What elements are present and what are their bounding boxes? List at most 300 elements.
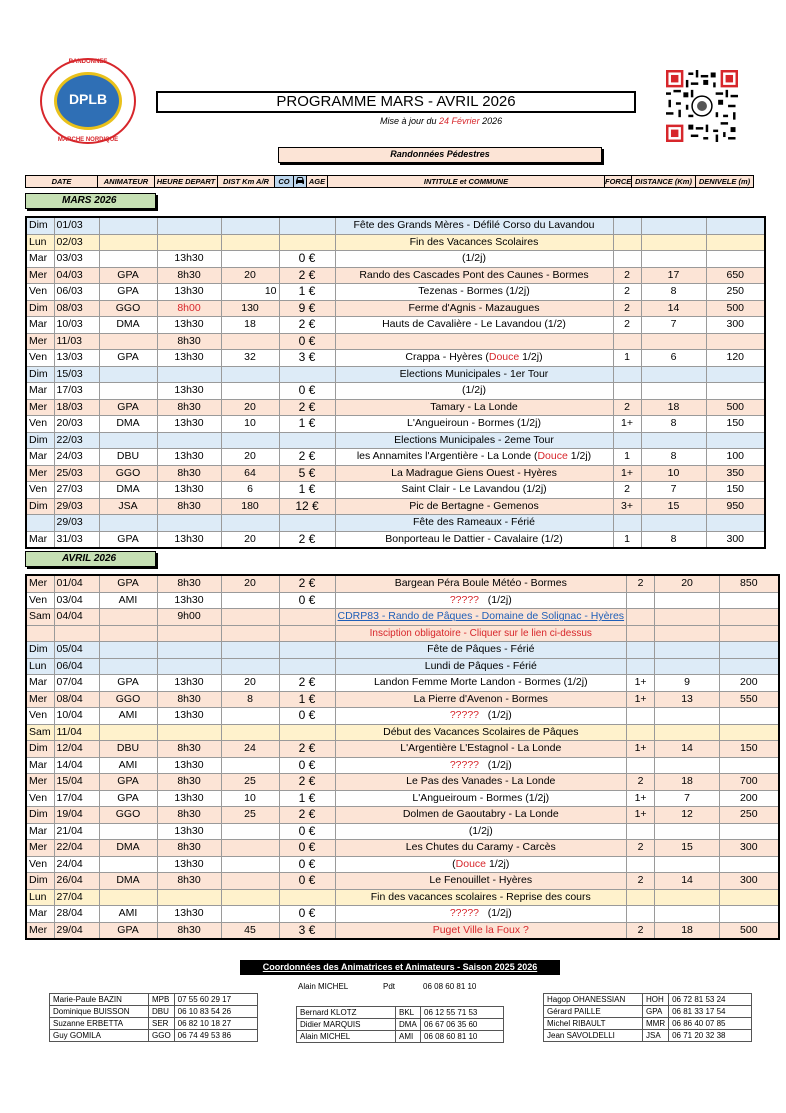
contacts-right [543, 993, 752, 1042]
row-intitule-text: Lundi de Pâques - Férié [424, 659, 537, 672]
row-heure: 13h30 [157, 675, 221, 692]
row-distance-ar: 20 [221, 449, 279, 466]
row-force [613, 366, 641, 383]
row-intitule-text: Pic de Bertagne - Gemenos [409, 499, 539, 512]
row-distance-ar [221, 642, 279, 659]
row-distance-ar: 20 [221, 531, 279, 548]
row-intitule-text: Saint Clair - Le Lavandou (1/2j) [401, 483, 547, 496]
header-animateur: ANIMATEUR [97, 175, 155, 188]
row-animateur [99, 432, 157, 449]
row-heure [157, 658, 221, 675]
row-intitule-highlight: Douce [488, 351, 520, 364]
contact-code: GGO [149, 1030, 175, 1042]
row-intitule [335, 724, 627, 741]
row-force: 1 [613, 531, 641, 548]
header-age: AGE [306, 175, 328, 188]
row-price: 3 € [279, 922, 335, 939]
row-price: 0 € [279, 873, 335, 890]
contact-name: Gérard PAILLE [544, 1006, 643, 1018]
row-force: 2 [613, 399, 641, 416]
contact-row [544, 994, 752, 1006]
row-force [627, 708, 655, 725]
row-animateur: GPA [99, 790, 157, 807]
row-intitule [335, 840, 627, 857]
row-denivele [720, 642, 779, 659]
row-price: 1 € [279, 284, 335, 301]
row-denivele [706, 217, 765, 234]
row-heure: 8h30 [157, 498, 221, 515]
row-distance-ar: 45 [221, 922, 279, 939]
table-row [26, 416, 765, 433]
row-intitule-text: Rando des Cascades Pont des Caunes - Bormes [359, 268, 589, 281]
row-intitule [335, 790, 627, 807]
row-force [627, 856, 655, 873]
row-distance-ar [221, 625, 279, 642]
president-role: Pdt [383, 982, 396, 991]
row-force: 2 [613, 267, 641, 284]
row-intitule-highlight: Douce [455, 857, 487, 870]
row-force: 1 [613, 449, 641, 466]
contact-phone: 06 10 83 54 26 [174, 1006, 257, 1018]
contact-phone: 06 82 10 18 27 [174, 1018, 257, 1030]
row-price: 5 € [279, 465, 335, 482]
row-intitule [335, 741, 627, 758]
row-distance-ar [221, 366, 279, 383]
row-distance-ar [221, 333, 279, 350]
row-intitule-text: Fin des vacances scolaires - Reprise des cours [370, 890, 591, 903]
row-price [279, 366, 335, 383]
contact-code: MMR [643, 1018, 669, 1030]
contact-phone: 06 74 49 53 86 [174, 1030, 257, 1042]
contact-row [50, 1006, 258, 1018]
row-intitule-highlight: Puget Ville la Foux ? [432, 923, 529, 936]
header-distance-ar: DIST Km A/R [217, 175, 275, 188]
row-animateur [99, 642, 157, 659]
row-intitule-text: (1/2j) [462, 252, 486, 265]
row-distance-km: 7 [641, 317, 706, 334]
row-denivele: 300 [720, 840, 779, 857]
table-header [25, 175, 761, 188]
row-intitule-text: Fête de Pâques - Férié [427, 643, 535, 656]
row-animateur [99, 724, 157, 741]
row-day: Mer [26, 691, 54, 708]
row-price: 2 € [279, 575, 335, 592]
row-denivele: 300 [706, 317, 765, 334]
row-heure: 8h30 [157, 575, 221, 592]
table-row [26, 642, 779, 659]
rando-link[interactable]: CDRP83 - Rando de Pâques - Domaine de Solignac - Hyères [337, 610, 625, 623]
row-distance-km [655, 592, 720, 609]
row-denivele [720, 609, 779, 626]
row-distance-ar: 32 [221, 350, 279, 367]
row-denivele [706, 515, 765, 532]
row-force: 2 [613, 300, 641, 317]
row-distance-km [641, 383, 706, 400]
row-denivele [706, 234, 765, 251]
row-intitule-text: Tezenas - Bormes (1/2j) [418, 285, 530, 298]
row-distance-km: 14 [655, 873, 720, 890]
row-distance-ar [221, 217, 279, 234]
row-distance-ar: 180 [221, 498, 279, 515]
row-distance-km: 8 [641, 284, 706, 301]
row-heure: 8h30 [157, 840, 221, 857]
row-heure [157, 724, 221, 741]
row-intitule [335, 317, 613, 334]
row-animateur: AMI [99, 757, 157, 774]
row-intitule [335, 757, 627, 774]
row-heure [157, 366, 221, 383]
row-distance-ar [221, 840, 279, 857]
row-intitule-text: Fête des Rameaux - Férié [413, 516, 535, 529]
table-row [26, 609, 779, 626]
row-intitule [335, 416, 613, 433]
row-distance-km [655, 906, 720, 923]
row-distance-km: 14 [641, 300, 706, 317]
row-force: 1+ [627, 675, 655, 692]
table-row [26, 383, 765, 400]
row-distance-ar: 18 [221, 317, 279, 334]
row-force [627, 757, 655, 774]
row-heure: 13h30 [157, 906, 221, 923]
row-intitule [335, 642, 627, 659]
row-distance-ar: 25 [221, 774, 279, 791]
row-heure [157, 217, 221, 234]
row-intitule [335, 383, 613, 400]
row-date: 31/03 [54, 531, 99, 548]
table-row [26, 575, 779, 592]
row-denivele: 500 [720, 922, 779, 939]
row-heure [157, 642, 221, 659]
contacts-left [49, 993, 258, 1042]
row-denivele [720, 757, 779, 774]
row-intitule-text: L'Angueiroum - Bormes (1/2j) [412, 791, 550, 804]
table-row [26, 251, 765, 268]
row-distance-km [655, 625, 720, 642]
row-heure: 13h30 [157, 317, 221, 334]
row-distance-ar: 24 [221, 741, 279, 758]
contact-phone: 06 86 40 07 85 [669, 1018, 752, 1030]
logo-inner [54, 72, 122, 130]
qr-code-icon[interactable] [666, 70, 738, 142]
row-heure [157, 515, 221, 532]
row-heure: 13h30 [157, 856, 221, 873]
row-distance-ar [221, 658, 279, 675]
row-date: 20/03 [54, 416, 99, 433]
contact-phone: 07 55 60 29 17 [174, 994, 257, 1006]
row-denivele: 150 [706, 482, 765, 499]
row-animateur [99, 823, 157, 840]
table-row [26, 856, 779, 873]
row-intitule-suffix: 1/2j) [519, 351, 543, 364]
row-date [54, 625, 99, 642]
row-denivele: 250 [706, 284, 765, 301]
president-phone: 06 08 60 81 10 [423, 982, 477, 991]
row-distance-ar [221, 757, 279, 774]
contact-row [50, 994, 258, 1006]
row-heure [157, 889, 221, 906]
row-distance-ar [221, 515, 279, 532]
row-price: 2 € [279, 741, 335, 758]
row-animateur: GPA [99, 774, 157, 791]
row-intitule [335, 592, 627, 609]
row-force [627, 592, 655, 609]
row-day: Mer [26, 399, 54, 416]
row-intitule [335, 658, 627, 675]
row-date: 26/04 [54, 873, 99, 890]
row-animateur: DMA [99, 317, 157, 334]
row-intitule [335, 465, 613, 482]
row-date: 24/04 [54, 856, 99, 873]
row-distance-km: 15 [641, 498, 706, 515]
row-price: 2 € [279, 531, 335, 548]
row-distance-km [641, 515, 706, 532]
contact-name: Jean SAVOLDELLI [544, 1030, 643, 1042]
row-distance-km: 20 [655, 575, 720, 592]
row-distance-km: 13 [655, 691, 720, 708]
row-distance-ar [221, 823, 279, 840]
contact-row [544, 1030, 752, 1042]
table-row [26, 515, 765, 532]
row-day: Dim [26, 498, 54, 515]
update-label: Mise à jour du [380, 116, 437, 126]
table-row [26, 592, 779, 609]
contact-row [544, 1018, 752, 1030]
row-intitule-suffix: (1/2j) [479, 758, 512, 771]
row-denivele [706, 366, 765, 383]
row-day: Ven [26, 592, 54, 609]
row-date: 01/03 [54, 217, 99, 234]
row-intitule-text: Bonporteau le Dattier - Cavalaire (1/2) [385, 532, 563, 545]
row-intitule-highlight: ????? [449, 593, 480, 606]
contact-row [50, 1018, 258, 1030]
row-animateur [99, 658, 157, 675]
row-intitule-text: les Annamites l'Argentière - La Londe ( [356, 450, 538, 463]
row-day: Dim [26, 873, 54, 890]
president-name: Alain MICHEL [298, 982, 349, 991]
row-price [279, 625, 335, 642]
row-distance-km: 8 [641, 449, 706, 466]
row-animateur [99, 234, 157, 251]
row-distance-km: 7 [641, 482, 706, 499]
row-denivele: 500 [706, 300, 765, 317]
row-distance-km [655, 609, 720, 626]
row-distance-km [655, 658, 720, 675]
row-denivele [720, 724, 779, 741]
row-intitule [335, 449, 613, 466]
row-heure [157, 625, 221, 642]
row-distance-km [655, 724, 720, 741]
row-intitule [335, 482, 613, 499]
row-price: 2 € [279, 807, 335, 824]
table-row [26, 708, 779, 725]
row-denivele [720, 856, 779, 873]
row-day: Lun [26, 234, 54, 251]
row-heure: 8h30 [157, 465, 221, 482]
row-animateur: GGO [99, 807, 157, 824]
row-animateur [99, 333, 157, 350]
row-distance-km: 6 [641, 350, 706, 367]
row-price [279, 642, 335, 659]
row-distance-km: 18 [641, 399, 706, 416]
row-animateur: GPA [99, 399, 157, 416]
row-denivele [706, 333, 765, 350]
row-animateur: DMA [99, 416, 157, 433]
contact-row [544, 1006, 752, 1018]
row-distance-ar [221, 906, 279, 923]
row-intitule-suffix: 1/2j) [567, 450, 592, 463]
contact-row [297, 1031, 504, 1043]
row-intitule [335, 675, 627, 692]
row-day: Mar [26, 675, 54, 692]
row-animateur [99, 856, 157, 873]
row-price [279, 515, 335, 532]
row-price: 0 € [279, 823, 335, 840]
row-intitule-text: Le Pas des Vanades - La Londe [406, 775, 556, 788]
row-date: 05/04 [54, 642, 99, 659]
update-date: 24 Février [439, 116, 480, 126]
row-heure: 13h30 [157, 284, 221, 301]
row-price [279, 889, 335, 906]
contact-code: GPA [643, 1006, 669, 1018]
contact-code: SER [149, 1018, 175, 1030]
row-intitule [335, 366, 613, 383]
row-day: Mar [26, 757, 54, 774]
row-date: 19/04 [54, 807, 99, 824]
row-price [279, 609, 335, 626]
car-icon [293, 175, 307, 188]
row-price [279, 217, 335, 234]
row-date: 14/04 [54, 757, 99, 774]
row-animateur: AMI [99, 592, 157, 609]
row-date: 25/03 [54, 465, 99, 482]
update-year: 2026 [482, 116, 503, 126]
row-intitule-text: L'Angueiroun - Bormes (1/2j) [407, 417, 541, 430]
row-intitule [335, 267, 613, 284]
row-distance-ar [221, 251, 279, 268]
row-price: 0 € [279, 383, 335, 400]
row-force: 1 [613, 350, 641, 367]
row-animateur: GPA [99, 267, 157, 284]
row-day [26, 625, 54, 642]
row-intitule [335, 609, 627, 626]
row-denivele [720, 592, 779, 609]
contact-code: AMI [396, 1031, 421, 1043]
row-intitule [335, 856, 627, 873]
row-force: 2 [613, 284, 641, 301]
row-denivele: 350 [706, 465, 765, 482]
row-date: 10/03 [54, 317, 99, 334]
row-price: 2 € [279, 267, 335, 284]
row-day: Ven [26, 284, 54, 301]
table-row [26, 675, 779, 692]
row-intitule [335, 217, 613, 234]
row-day: Mer [26, 465, 54, 482]
contact-name: Dominique BUISSON [50, 1006, 149, 1018]
logo-bottom-text: MARCHE NORDIQUE [57, 137, 119, 143]
row-price [279, 724, 335, 741]
row-date: 22/04 [54, 840, 99, 857]
table-row [26, 625, 779, 642]
row-distance-km [655, 708, 720, 725]
row-date: 12/04 [54, 741, 99, 758]
table-row [26, 432, 765, 449]
row-distance-ar [221, 234, 279, 251]
row-denivele [720, 708, 779, 725]
row-animateur: GPA [99, 922, 157, 939]
contact-name: Guy GOMILA [50, 1030, 149, 1042]
header-co: CO [274, 175, 294, 188]
update-line [380, 116, 680, 126]
table-row [26, 889, 779, 906]
contact-phone: 06 81 33 17 54 [669, 1006, 752, 1018]
row-denivele [720, 906, 779, 923]
row-price: 9 € [279, 300, 335, 317]
club-logo [40, 58, 136, 144]
row-heure [157, 432, 221, 449]
row-intitule-text: Les Chutes du Caramy - Carcès [405, 841, 556, 854]
row-intitule [335, 284, 613, 301]
row-date: 29/03 [54, 515, 99, 532]
row-distance-km: 12 [655, 807, 720, 824]
row-heure: 13h30 [157, 350, 221, 367]
table-row [26, 922, 779, 939]
row-denivele: 850 [720, 575, 779, 592]
row-force [613, 432, 641, 449]
row-intitule-text: Crappa - Hyères ( [405, 351, 489, 364]
row-heure: 13h30 [157, 383, 221, 400]
row-price: 2 € [279, 399, 335, 416]
row-distance-km [655, 757, 720, 774]
table-row [26, 531, 765, 548]
row-day: Lun [26, 658, 54, 675]
row-denivele: 300 [720, 873, 779, 890]
row-force [627, 642, 655, 659]
row-heure: 13h30 [157, 708, 221, 725]
row-price: 3 € [279, 350, 335, 367]
row-heure: 13h30 [157, 482, 221, 499]
row-denivele: 100 [706, 449, 765, 466]
contact-name: Bernard KLOTZ [297, 1007, 396, 1019]
row-price: 1 € [279, 482, 335, 499]
row-heure: 13h30 [157, 416, 221, 433]
row-heure: 8h30 [157, 922, 221, 939]
row-animateur: GGO [99, 691, 157, 708]
row-distance-km [655, 856, 720, 873]
contact-code: DMA [396, 1019, 421, 1031]
row-heure: 8h30 [157, 774, 221, 791]
row-date: 24/03 [54, 449, 99, 466]
row-denivele [706, 251, 765, 268]
row-price: 2 € [279, 317, 335, 334]
row-intitule [335, 399, 613, 416]
row-day: Dim [26, 366, 54, 383]
row-price [279, 234, 335, 251]
row-animateur: GPA [99, 575, 157, 592]
row-day: Ven [26, 708, 54, 725]
row-intitule [335, 333, 613, 350]
row-day: Mer [26, 267, 54, 284]
row-force: 1+ [627, 790, 655, 807]
table-row [26, 449, 765, 466]
row-distance-km: 15 [655, 840, 720, 857]
row-day: Sam [26, 724, 54, 741]
row-distance-km: 8 [641, 531, 706, 548]
table-row [26, 823, 779, 840]
row-day: Dim [26, 432, 54, 449]
row-intitule-text: Hauts de Cavalière - Le Lavandou (1/2) [382, 318, 566, 331]
row-distance-ar: 20 [221, 267, 279, 284]
row-force: 1+ [613, 416, 641, 433]
